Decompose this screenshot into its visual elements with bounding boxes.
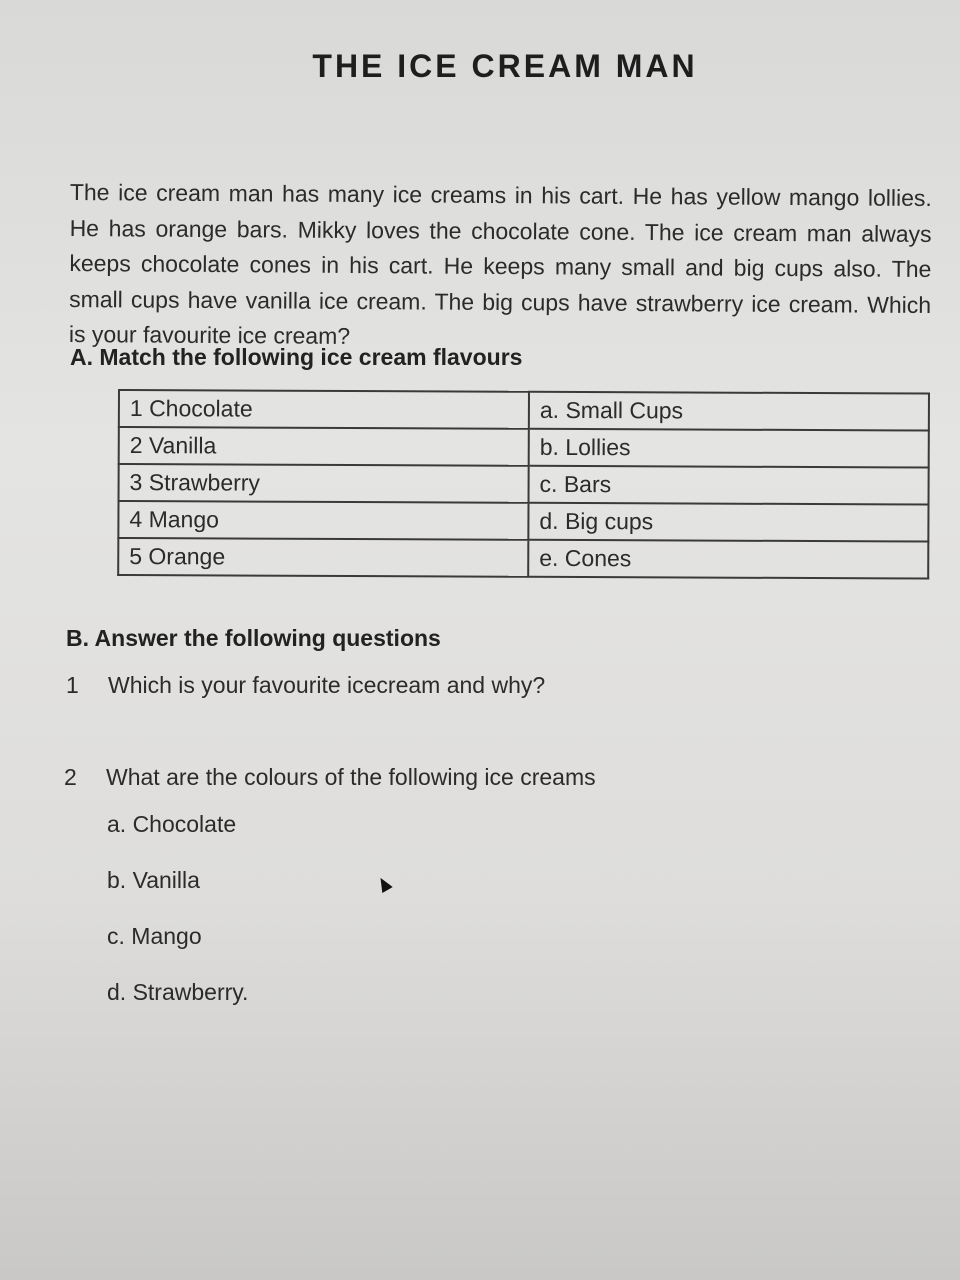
table-cell-flavour: 4 Mango [118,501,528,540]
sub-item-mango: c. Mango [107,923,202,949]
page-title: THE ICE CREAM MAN [312,48,698,84]
reading-passage: The ice cream man has many ice creams in his cart. He has yellow mango lollies. He has orange bars. Mikky loves the chocolate cone. The ice cream man always keeps chocolate cones in his cart. He keeps many small and big cups also. The small cups have vanilla ice cream. The big cups have strawberry ice cream. Which is your favourite ice cream? [68,178,932,349]
question-text: What are the colours of the following ice creams [106,764,596,790]
question-number: 1 [66,672,79,698]
section-a-heading: A. Match the following ice cream flavours [70,344,523,370]
table-cell-flavour: 3 Strawberry [119,464,529,503]
table-cell-flavour: 2 Vanilla [119,427,529,466]
mouse-cursor-icon [375,875,392,893]
question-number: 2 [64,764,77,790]
sub-item-vanilla: b. Vanilla [107,867,200,893]
section-b-heading: B. Answer the following questions [66,625,441,651]
table-cell-type: d. Big cups [528,503,928,542]
sub-item-chocolate: a. Chocolate [107,811,237,837]
table-row [118,501,928,542]
table-row [119,427,929,468]
table-row [118,538,928,579]
table-row [119,390,929,431]
match-table [117,389,930,580]
table-cell-flavour: 1 Chocolate [119,390,529,429]
sub-item-strawberry: d. Strawberry. [107,979,249,1005]
table-cell-flavour: 5 Orange [118,538,528,577]
table-cell-type: e. Cones [528,540,928,579]
question-text: Which is your favourite icecream and why? [108,672,546,698]
table-cell-type: c. Bars [529,466,929,505]
table-row [119,464,929,505]
table-cell-type: b. Lollies [529,429,929,468]
table-cell-type: a. Small Cups [529,392,929,431]
